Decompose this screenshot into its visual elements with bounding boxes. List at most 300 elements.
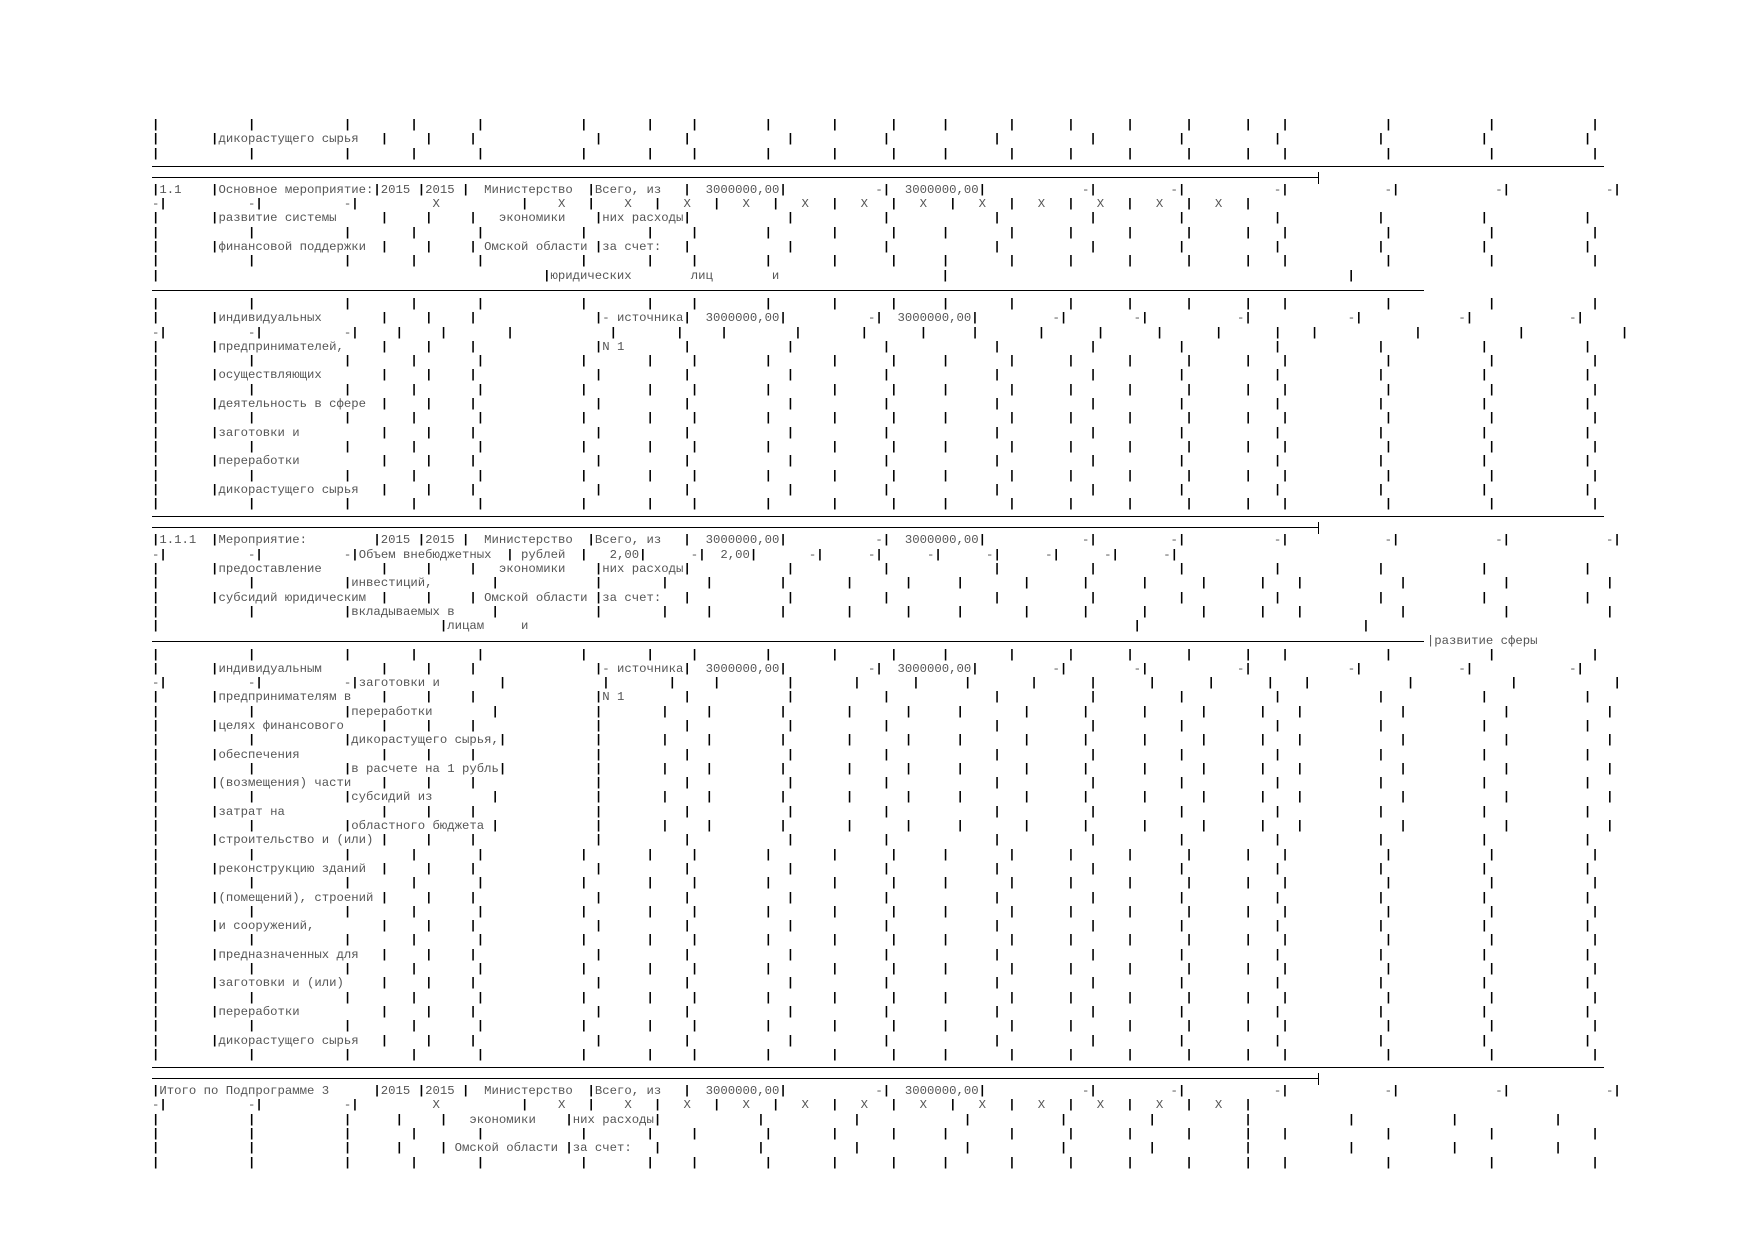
cell-border: |	[690, 847, 699, 862]
cell-text	[1134, 1156, 1186, 1170]
cell-border: |	[712, 197, 721, 212]
cell-text	[1289, 848, 1385, 862]
cell-border: |	[1384, 411, 1393, 426]
cell-border: |	[1377, 482, 1385, 497]
cell-border: |	[1488, 354, 1496, 369]
cell-border: |	[1384, 847, 1393, 862]
cell-border: |	[425, 425, 433, 440]
cell-text	[713, 790, 779, 804]
cell-text	[1097, 1005, 1178, 1019]
cell-border: |	[890, 933, 898, 948]
cell-text: -	[1067, 311, 1142, 326]
cell-border: |	[1347, 268, 1355, 283]
cell-text: Всего, из	[594, 182, 684, 197]
cell-border: |	[373, 182, 381, 197]
cell-border: |	[963, 1141, 972, 1156]
cell-text: -	[646, 547, 699, 562]
cell-text	[588, 226, 647, 240]
cell-text: 3000000,00	[690, 1084, 780, 1099]
cell-border: |	[1384, 1127, 1393, 1141]
cell-border: |	[890, 1127, 898, 1141]
cell-text: Омской области	[447, 1141, 566, 1156]
cell-border: |	[1281, 1127, 1289, 1141]
cell-border: |	[594, 861, 603, 876]
cell-text	[159, 240, 211, 254]
cell-text	[159, 991, 248, 1005]
cell-border: |	[831, 146, 839, 161]
cell-border: |	[351, 325, 359, 340]
cell-border: |	[1281, 1084, 1289, 1099]
cell-text	[1281, 862, 1377, 876]
table-text-line	[152, 948, 1604, 962]
cell-text	[1016, 383, 1068, 397]
cell-text	[159, 397, 211, 411]
cell-text	[853, 705, 905, 719]
cell-border: |	[491, 704, 499, 719]
cell-border: |	[1384, 497, 1393, 512]
cell-border: |	[1185, 382, 1193, 397]
cell-border: |	[476, 225, 485, 240]
cell-border: |	[1141, 733, 1149, 748]
cell-border: |	[690, 118, 699, 132]
cell-border: |	[152, 225, 160, 240]
cell-text: лицам и	[447, 619, 1134, 634]
cell-text	[255, 991, 344, 1005]
cell-text	[890, 748, 993, 762]
cell-text	[654, 147, 691, 161]
cell-border: |	[1177, 562, 1186, 577]
cell-text	[588, 876, 647, 890]
cell-text	[1185, 240, 1274, 254]
cell-text	[1281, 719, 1377, 733]
cell-border: |	[1008, 876, 1016, 891]
cell-text	[838, 411, 890, 425]
cell-border: |	[580, 990, 588, 1005]
cell-text	[1407, 762, 1503, 776]
cell-text: -	[262, 1098, 352, 1113]
cell-border: |	[1296, 704, 1304, 719]
cell-text	[602, 483, 683, 497]
cell-border: |	[1480, 861, 1488, 876]
cell-text	[1185, 833, 1274, 847]
table-text-line	[152, 454, 1604, 468]
cell-border: |	[912, 676, 920, 691]
cell-border: |	[1517, 325, 1525, 340]
cell-border: |	[1480, 339, 1488, 354]
cell-border: |	[904, 733, 913, 748]
cell-border: |	[683, 425, 691, 440]
cell-text	[1016, 1019, 1068, 1033]
cell-border: |	[956, 604, 964, 619]
cell-border: |	[1591, 1047, 1599, 1062]
cell-border: |	[476, 933, 485, 948]
cell-text	[1134, 118, 1186, 132]
cell-text	[654, 962, 691, 976]
cell-text	[159, 118, 248, 132]
cell-border: |	[152, 562, 160, 577]
cell-text	[772, 991, 831, 1005]
cell-text	[1134, 497, 1186, 511]
cell-text	[1075, 383, 1127, 397]
cell-border: |	[469, 397, 477, 412]
cell-text	[1134, 1048, 1186, 1062]
cell-text	[388, 719, 425, 733]
cell-text	[255, 354, 344, 368]
cell-border: |	[683, 718, 691, 733]
cell-text	[1488, 805, 1584, 819]
cell-text	[838, 1019, 890, 1033]
cell-text	[1134, 1019, 1186, 1033]
cell-border: |	[152, 182, 160, 197]
cell-border: |	[1126, 439, 1134, 454]
cell-border: |	[159, 547, 167, 562]
cell-border: |	[343, 497, 352, 512]
cell-text	[1185, 805, 1274, 819]
cell-text	[898, 469, 942, 483]
cell-text	[159, 748, 211, 762]
cell-text	[1385, 748, 1481, 762]
cell-border: |	[1355, 661, 1363, 676]
cell-text	[890, 776, 993, 790]
cell-border: |	[1177, 833, 1186, 848]
cell-border: |	[469, 240, 477, 255]
cell-text: -	[882, 547, 935, 562]
cell-text	[477, 426, 595, 440]
cell-text	[388, 919, 425, 933]
cell-text	[1274, 676, 1304, 690]
cell-border: |	[1488, 1047, 1496, 1062]
cell-text	[1208, 733, 1260, 747]
cell-text	[255, 254, 344, 268]
cell-text	[691, 483, 787, 497]
cell-border: |	[971, 325, 979, 340]
cell-text	[477, 776, 595, 790]
cell-border: |	[919, 325, 928, 340]
cell-text	[898, 118, 942, 132]
cell-text: заготовки и	[218, 425, 381, 440]
cell-text	[1001, 919, 1090, 933]
cell-border: |	[690, 1047, 699, 1062]
cell-text	[506, 762, 595, 776]
cell-border: |	[831, 411, 839, 426]
cell-text	[1392, 383, 1488, 397]
cell-text	[1488, 454, 1584, 468]
cell-border: |	[890, 1098, 898, 1113]
cell-border: |	[580, 382, 588, 397]
cell-text	[418, 933, 477, 947]
cell-border: |	[410, 296, 418, 311]
cell-text	[255, 705, 344, 719]
cell-text	[1495, 226, 1591, 240]
cell-border: |	[1502, 1084, 1511, 1099]
cell-text: инвестиций,	[351, 576, 492, 591]
cell-text: дикорастущего сырья	[218, 1033, 381, 1048]
table-text-line	[152, 761, 1614, 776]
cell-text	[388, 891, 425, 905]
cell-text	[159, 297, 248, 311]
cell-border: |	[1480, 747, 1488, 762]
cell-border: |	[211, 397, 219, 412]
cell-border: |	[152, 690, 160, 705]
cell-text	[838, 383, 890, 397]
cell-border: |	[152, 833, 160, 848]
cell-border: |	[941, 847, 950, 862]
cell-border: |	[343, 847, 352, 862]
cell-border: |	[1583, 482, 1592, 497]
cell-text	[838, 254, 890, 268]
cell-border: |	[1089, 454, 1097, 469]
cell-border: |	[1008, 382, 1016, 397]
cell-border: |	[476, 497, 485, 512]
cell-border: |	[683, 533, 691, 548]
cell-text: -	[262, 325, 352, 340]
cell-border: |	[211, 947, 219, 962]
cell-border: |	[1244, 876, 1252, 891]
cell-border: |	[152, 339, 160, 354]
cell-border: |	[152, 1127, 160, 1141]
cell-border: |	[646, 1155, 654, 1170]
cell-border: |	[1067, 847, 1075, 862]
cell-border: |	[993, 919, 1001, 934]
cell-border: |	[594, 240, 603, 255]
cell-border: |	[1037, 325, 1046, 340]
cell-border: |	[1384, 254, 1393, 269]
cell-border: |	[594, 211, 603, 226]
cell-border: |	[1281, 1019, 1289, 1034]
cell-border: |	[1613, 533, 1621, 548]
cell-border: |	[963, 676, 972, 691]
cell-border: |	[646, 411, 654, 426]
cell-border: |	[152, 468, 160, 483]
cell-border: |	[1303, 676, 1311, 691]
cell-text	[588, 497, 647, 511]
cell-text	[351, 648, 410, 662]
cell-text	[602, 976, 683, 990]
cell-border: |	[1465, 311, 1474, 326]
cell-text	[1097, 397, 1178, 411]
cell-text: -	[166, 1098, 256, 1113]
cell-border: |	[1384, 962, 1393, 977]
cell-text: -	[1510, 182, 1614, 197]
cell-border: |	[1281, 254, 1289, 269]
cell-text	[388, 454, 425, 468]
cell-border: |	[439, 325, 448, 340]
cell-text	[720, 676, 786, 690]
cell-border: |	[469, 919, 477, 934]
cell-border: |	[410, 647, 418, 662]
cell-border: |	[1185, 497, 1193, 512]
cell-border: |	[993, 547, 1001, 562]
cell-text	[1185, 562, 1274, 576]
cell-border: |	[1488, 382, 1496, 397]
cell-text	[654, 497, 691, 511]
cell-border: |	[152, 382, 160, 397]
cell-text: -	[1067, 661, 1142, 676]
cell-border: |	[152, 497, 160, 512]
cell-text	[1134, 991, 1186, 1005]
cell-border: |	[993, 1004, 1001, 1019]
cell-border: |	[343, 254, 352, 269]
cell-border: |	[882, 1004, 891, 1019]
cell-border: |	[1177, 861, 1186, 876]
cell-text	[159, 762, 248, 776]
cell-border: |	[462, 1084, 470, 1099]
cell-text	[794, 948, 883, 962]
cell-border: |	[1583, 211, 1592, 226]
cell-border: |	[705, 761, 713, 776]
cell-border: |	[580, 547, 588, 562]
cell-border: |	[956, 761, 964, 776]
table-text-line	[152, 790, 1614, 805]
cell-border: |	[882, 947, 891, 962]
cell-border: |	[690, 1155, 699, 1170]
cell-text	[676, 676, 713, 690]
cell-border: |	[1591, 354, 1599, 369]
cell-text	[588, 905, 647, 919]
cell-border: |	[594, 733, 603, 748]
cell-border: |	[1384, 647, 1393, 662]
cell-border: |	[1296, 604, 1304, 619]
cell-border: |	[425, 240, 433, 255]
cell-text	[255, 762, 344, 776]
cell-border: |	[1185, 990, 1193, 1005]
cell-border: |	[683, 482, 691, 497]
cell-border: |	[1177, 590, 1186, 605]
table-text-line	[152, 1156, 1604, 1170]
cell-border: |	[425, 368, 433, 383]
cell-text	[787, 576, 846, 590]
cell-border: |	[1391, 1084, 1400, 1099]
cell-border: |	[845, 604, 854, 619]
cell-text	[418, 1019, 477, 1033]
cell-text	[1488, 340, 1584, 354]
cell-border: |	[1583, 132, 1592, 147]
cell-text	[654, 991, 691, 1005]
cell-text	[691, 454, 787, 468]
cell-border: |	[425, 1004, 433, 1019]
cell-text	[1193, 1127, 1245, 1141]
cell-border: |	[410, 468, 418, 483]
cell-border: |	[1259, 761, 1267, 776]
cell-text	[1193, 440, 1245, 454]
cell-border: |	[1008, 254, 1016, 269]
cell-text	[1488, 562, 1584, 576]
cell-border: |	[890, 468, 898, 483]
cell-border: |	[764, 254, 773, 269]
cell-text	[1016, 354, 1068, 368]
cell-text	[602, 454, 683, 468]
cell-text	[772, 1127, 831, 1141]
cell-border: |	[1583, 1004, 1592, 1019]
cell-border: |	[469, 776, 477, 791]
cell-text	[691, 562, 787, 576]
table-text-line	[152, 1048, 1604, 1062]
cell-border: |	[904, 604, 913, 619]
cell-text	[1148, 605, 1200, 619]
table-text-line	[152, 776, 1604, 790]
cell-text	[1495, 1019, 1591, 1033]
cell-text	[1185, 1005, 1274, 1019]
cell-text	[1001, 976, 1090, 990]
cell-border: |	[1185, 1047, 1193, 1062]
cell-border: |	[594, 1033, 603, 1048]
cell-text	[477, 719, 595, 733]
cell-border: |	[343, 647, 352, 662]
cell-text	[1185, 426, 1274, 440]
cell-border: |	[1281, 876, 1289, 891]
cell-text	[890, 719, 993, 733]
cell-border: |	[1384, 296, 1393, 311]
cell-border: |	[469, 718, 477, 733]
cell-border: |	[587, 1084, 595, 1099]
cell-border: |	[1244, 661, 1252, 676]
cell-text	[654, 848, 691, 862]
cell-text	[654, 254, 691, 268]
cell-text: вкладываемых в	[351, 604, 492, 619]
cell-border: |	[380, 947, 389, 962]
table-text-line	[152, 905, 1604, 919]
cell-border: |	[1089, 804, 1097, 819]
cell-border: |	[1613, 676, 1621, 691]
cell-border: |	[1185, 439, 1193, 454]
cell-text: строительство и (или)	[218, 833, 381, 848]
cell-border: |	[1200, 790, 1208, 805]
cell-border: |	[1244, 1112, 1252, 1127]
cell-text	[484, 411, 580, 425]
cell-text	[1385, 862, 1481, 876]
cell-text	[794, 368, 883, 382]
cell-border: |	[247, 904, 256, 919]
cell-text	[1303, 819, 1399, 833]
cell-border: |	[831, 468, 839, 483]
cell-border: |	[882, 861, 891, 876]
cell-text	[432, 240, 469, 254]
cell-text	[890, 690, 993, 704]
cell-border: |	[1480, 211, 1488, 226]
cell-border: |	[1126, 647, 1134, 662]
cell-border: |	[1008, 1047, 1016, 1062]
cell-text	[477, 748, 595, 762]
cell-border: |	[963, 1112, 972, 1127]
cell-text: 3000000,00	[690, 182, 780, 197]
cell-border: |	[1185, 197, 1193, 212]
cell-text	[602, 748, 683, 762]
cell-border: |	[1480, 132, 1488, 147]
cell-text: -	[1288, 182, 1392, 197]
cell-text	[971, 1113, 1060, 1127]
cell-border: |	[1244, 254, 1252, 269]
rule-line	[152, 1067, 1604, 1068]
cell-text	[159, 876, 248, 890]
cell-text	[927, 326, 971, 340]
cell-text: заготовки и	[358, 676, 499, 691]
cell-text	[794, 690, 883, 704]
cell-border: |	[351, 1098, 359, 1113]
cell-text	[1392, 962, 1488, 976]
table-text-line	[152, 619, 1604, 633]
cell-border: |	[1089, 690, 1097, 705]
cell-border: |	[764, 990, 773, 1005]
cell-border: |	[1384, 354, 1393, 369]
cell-text	[255, 469, 344, 483]
cell-border: |	[152, 619, 160, 634]
cell-text	[432, 719, 469, 733]
cell-text	[1016, 648, 1068, 662]
cell-text	[1281, 132, 1377, 146]
cell-border: |	[1480, 454, 1488, 469]
cell-text	[1488, 397, 1584, 411]
cell-text	[255, 383, 344, 397]
